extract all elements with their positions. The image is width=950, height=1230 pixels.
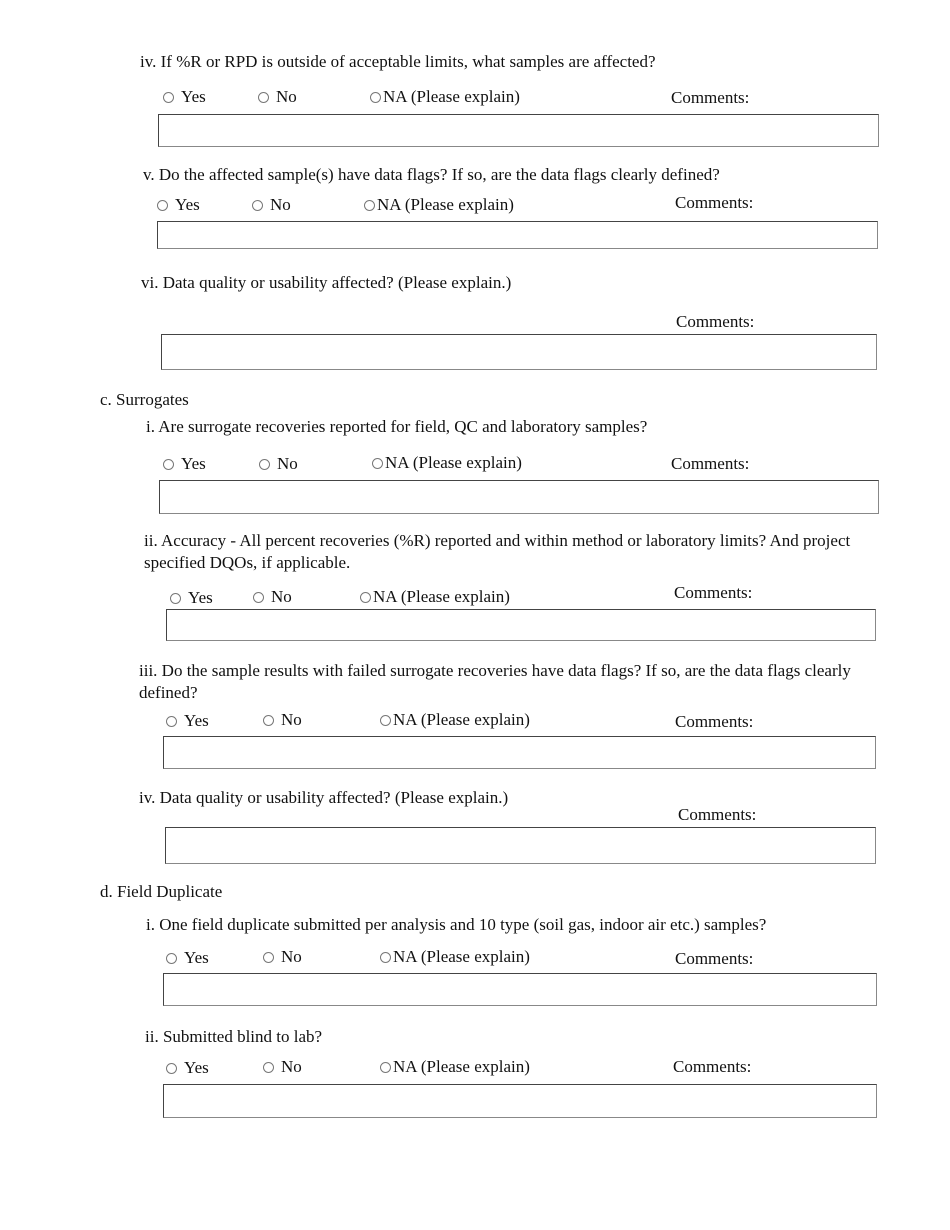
radio-yes-icon[interactable] — [166, 1063, 177, 1074]
radio-no-icon[interactable] — [259, 459, 270, 470]
radio-yes-icon[interactable] — [170, 593, 181, 604]
option-yes[interactable] — [157, 195, 200, 215]
question-i-surrogate-reported: i. Are surrogate recoveries reported for field, QC and laboratory samples? — [146, 417, 648, 436]
option-yes[interactable] — [166, 1058, 209, 1078]
section-heading-field-duplicate: d. Field Duplicate — [100, 882, 223, 901]
option-no[interactable] — [252, 195, 291, 215]
option-na-label: NA (Please explain) — [393, 710, 530, 729]
comments-field[interactable] — [157, 221, 878, 249]
comments-field[interactable] — [159, 480, 879, 514]
comments-label: Comments: — [675, 193, 754, 212]
option-na-label: NA (Please explain) — [385, 453, 522, 472]
radio-na-icon[interactable] — [380, 952, 391, 963]
comments-label: Comments: — [673, 1057, 752, 1076]
comments-field[interactable] — [161, 334, 877, 370]
comments-label: Comments: — [674, 583, 753, 602]
section-heading-surrogates: c. Surrogates — [100, 390, 189, 409]
option-yes-label: Yes — [175, 195, 200, 214]
option-na[interactable] — [372, 453, 522, 473]
comments-field[interactable] — [165, 827, 876, 864]
option-yes-label: Yes — [184, 1058, 209, 1077]
radio-no-icon[interactable] — [252, 200, 263, 211]
option-na[interactable] — [360, 587, 510, 607]
option-no-label: No — [276, 87, 297, 106]
radio-yes-icon[interactable] — [166, 716, 177, 727]
option-no-label: No — [270, 195, 291, 214]
option-na[interactable] — [380, 1057, 530, 1077]
comments-label: Comments: — [671, 454, 750, 473]
option-no-label: No — [277, 454, 298, 473]
option-no[interactable] — [263, 710, 302, 730]
option-yes-label: Yes — [181, 87, 206, 106]
option-no-label: No — [281, 947, 302, 966]
option-na-label: NA (Please explain) — [383, 87, 520, 106]
comments-label: Comments: — [675, 949, 754, 968]
comments-field[interactable] — [163, 973, 877, 1006]
option-na-label: NA (Please explain) — [393, 947, 530, 966]
option-yes-label: Yes — [181, 454, 206, 473]
option-no[interactable] — [259, 454, 298, 474]
option-yes[interactable] — [166, 711, 209, 731]
option-yes-label: Yes — [188, 588, 213, 607]
option-yes-label: Yes — [184, 711, 209, 730]
question-iii-failed-surrogate-flags: iii. Do the sample results with failed surrogate recoveries have data flags? If so, are the data flags clearly defined? — [139, 661, 851, 702]
question-i-field-duplicate: i. One field duplicate submitted per analysis and 10 type (soil gas, indoor air etc.) samples? — [146, 915, 767, 934]
radio-yes-icon[interactable] — [166, 953, 177, 964]
option-no-label: No — [271, 587, 292, 606]
question-iv-data-quality: iv. Data quality or usability affected? (Please explain.) — [139, 788, 509, 807]
option-no[interactable] — [253, 587, 292, 607]
radio-yes-icon[interactable] — [163, 92, 174, 103]
option-no-label: No — [281, 1057, 302, 1076]
question-ii-accuracy: ii. Accuracy - All percent recoveries (%R) reported and within method or laboratory limits? And project specified DQOs, if applicable. — [144, 531, 851, 572]
question-vi-data-quality: vi. Data quality or usability affected? (Please explain.) — [141, 273, 512, 292]
option-yes-label: Yes — [184, 948, 209, 967]
comments-label: Comments: — [671, 88, 750, 107]
option-yes[interactable] — [163, 454, 206, 474]
comments-label: Comments: — [675, 712, 754, 731]
option-na[interactable] — [364, 195, 514, 215]
comments-field[interactable] — [163, 736, 876, 769]
comments-field[interactable] — [158, 114, 879, 147]
radio-no-icon[interactable] — [263, 715, 274, 726]
radio-na-icon[interactable] — [364, 200, 375, 211]
option-na[interactable] — [370, 87, 520, 107]
option-na-label: NA (Please explain) — [393, 1057, 530, 1076]
radio-na-icon[interactable] — [370, 92, 381, 103]
option-no-label: No — [281, 710, 302, 729]
radio-na-icon[interactable] — [380, 1062, 391, 1073]
option-no[interactable] — [258, 87, 297, 107]
option-yes[interactable] — [166, 948, 209, 968]
comments-label: Comments: — [678, 805, 757, 824]
radio-no-icon[interactable] — [258, 92, 269, 103]
question-iv-affected-samples: iv. If %R or RPD is outside of acceptable limits, what samples are affected? — [140, 52, 656, 71]
radio-no-icon[interactable] — [253, 592, 264, 603]
radio-no-icon[interactable] — [263, 952, 274, 963]
question-ii-submitted-blind: ii. Submitted blind to lab? — [145, 1027, 323, 1046]
option-na-label: NA (Please explain) — [377, 195, 514, 214]
comments-field[interactable] — [163, 1084, 877, 1118]
option-yes[interactable] — [163, 87, 206, 107]
option-na[interactable] — [380, 710, 530, 730]
option-no[interactable] — [263, 1057, 302, 1077]
radio-yes-icon[interactable] — [157, 200, 168, 211]
comments-field[interactable] — [166, 609, 876, 641]
radio-yes-icon[interactable] — [163, 459, 174, 470]
radio-na-icon[interactable] — [372, 458, 383, 469]
radio-no-icon[interactable] — [263, 1062, 274, 1073]
option-na-label: NA (Please explain) — [373, 587, 510, 606]
radio-na-icon[interactable] — [360, 592, 371, 603]
question-v-data-flags: v. Do the affected sample(s) have data flags? If so, are the data flags clearly defined? — [143, 165, 720, 184]
option-yes[interactable] — [170, 588, 213, 608]
radio-na-icon[interactable] — [380, 715, 391, 726]
comments-label: Comments: — [676, 312, 755, 331]
option-na[interactable] — [380, 947, 530, 967]
option-no[interactable] — [263, 947, 302, 967]
